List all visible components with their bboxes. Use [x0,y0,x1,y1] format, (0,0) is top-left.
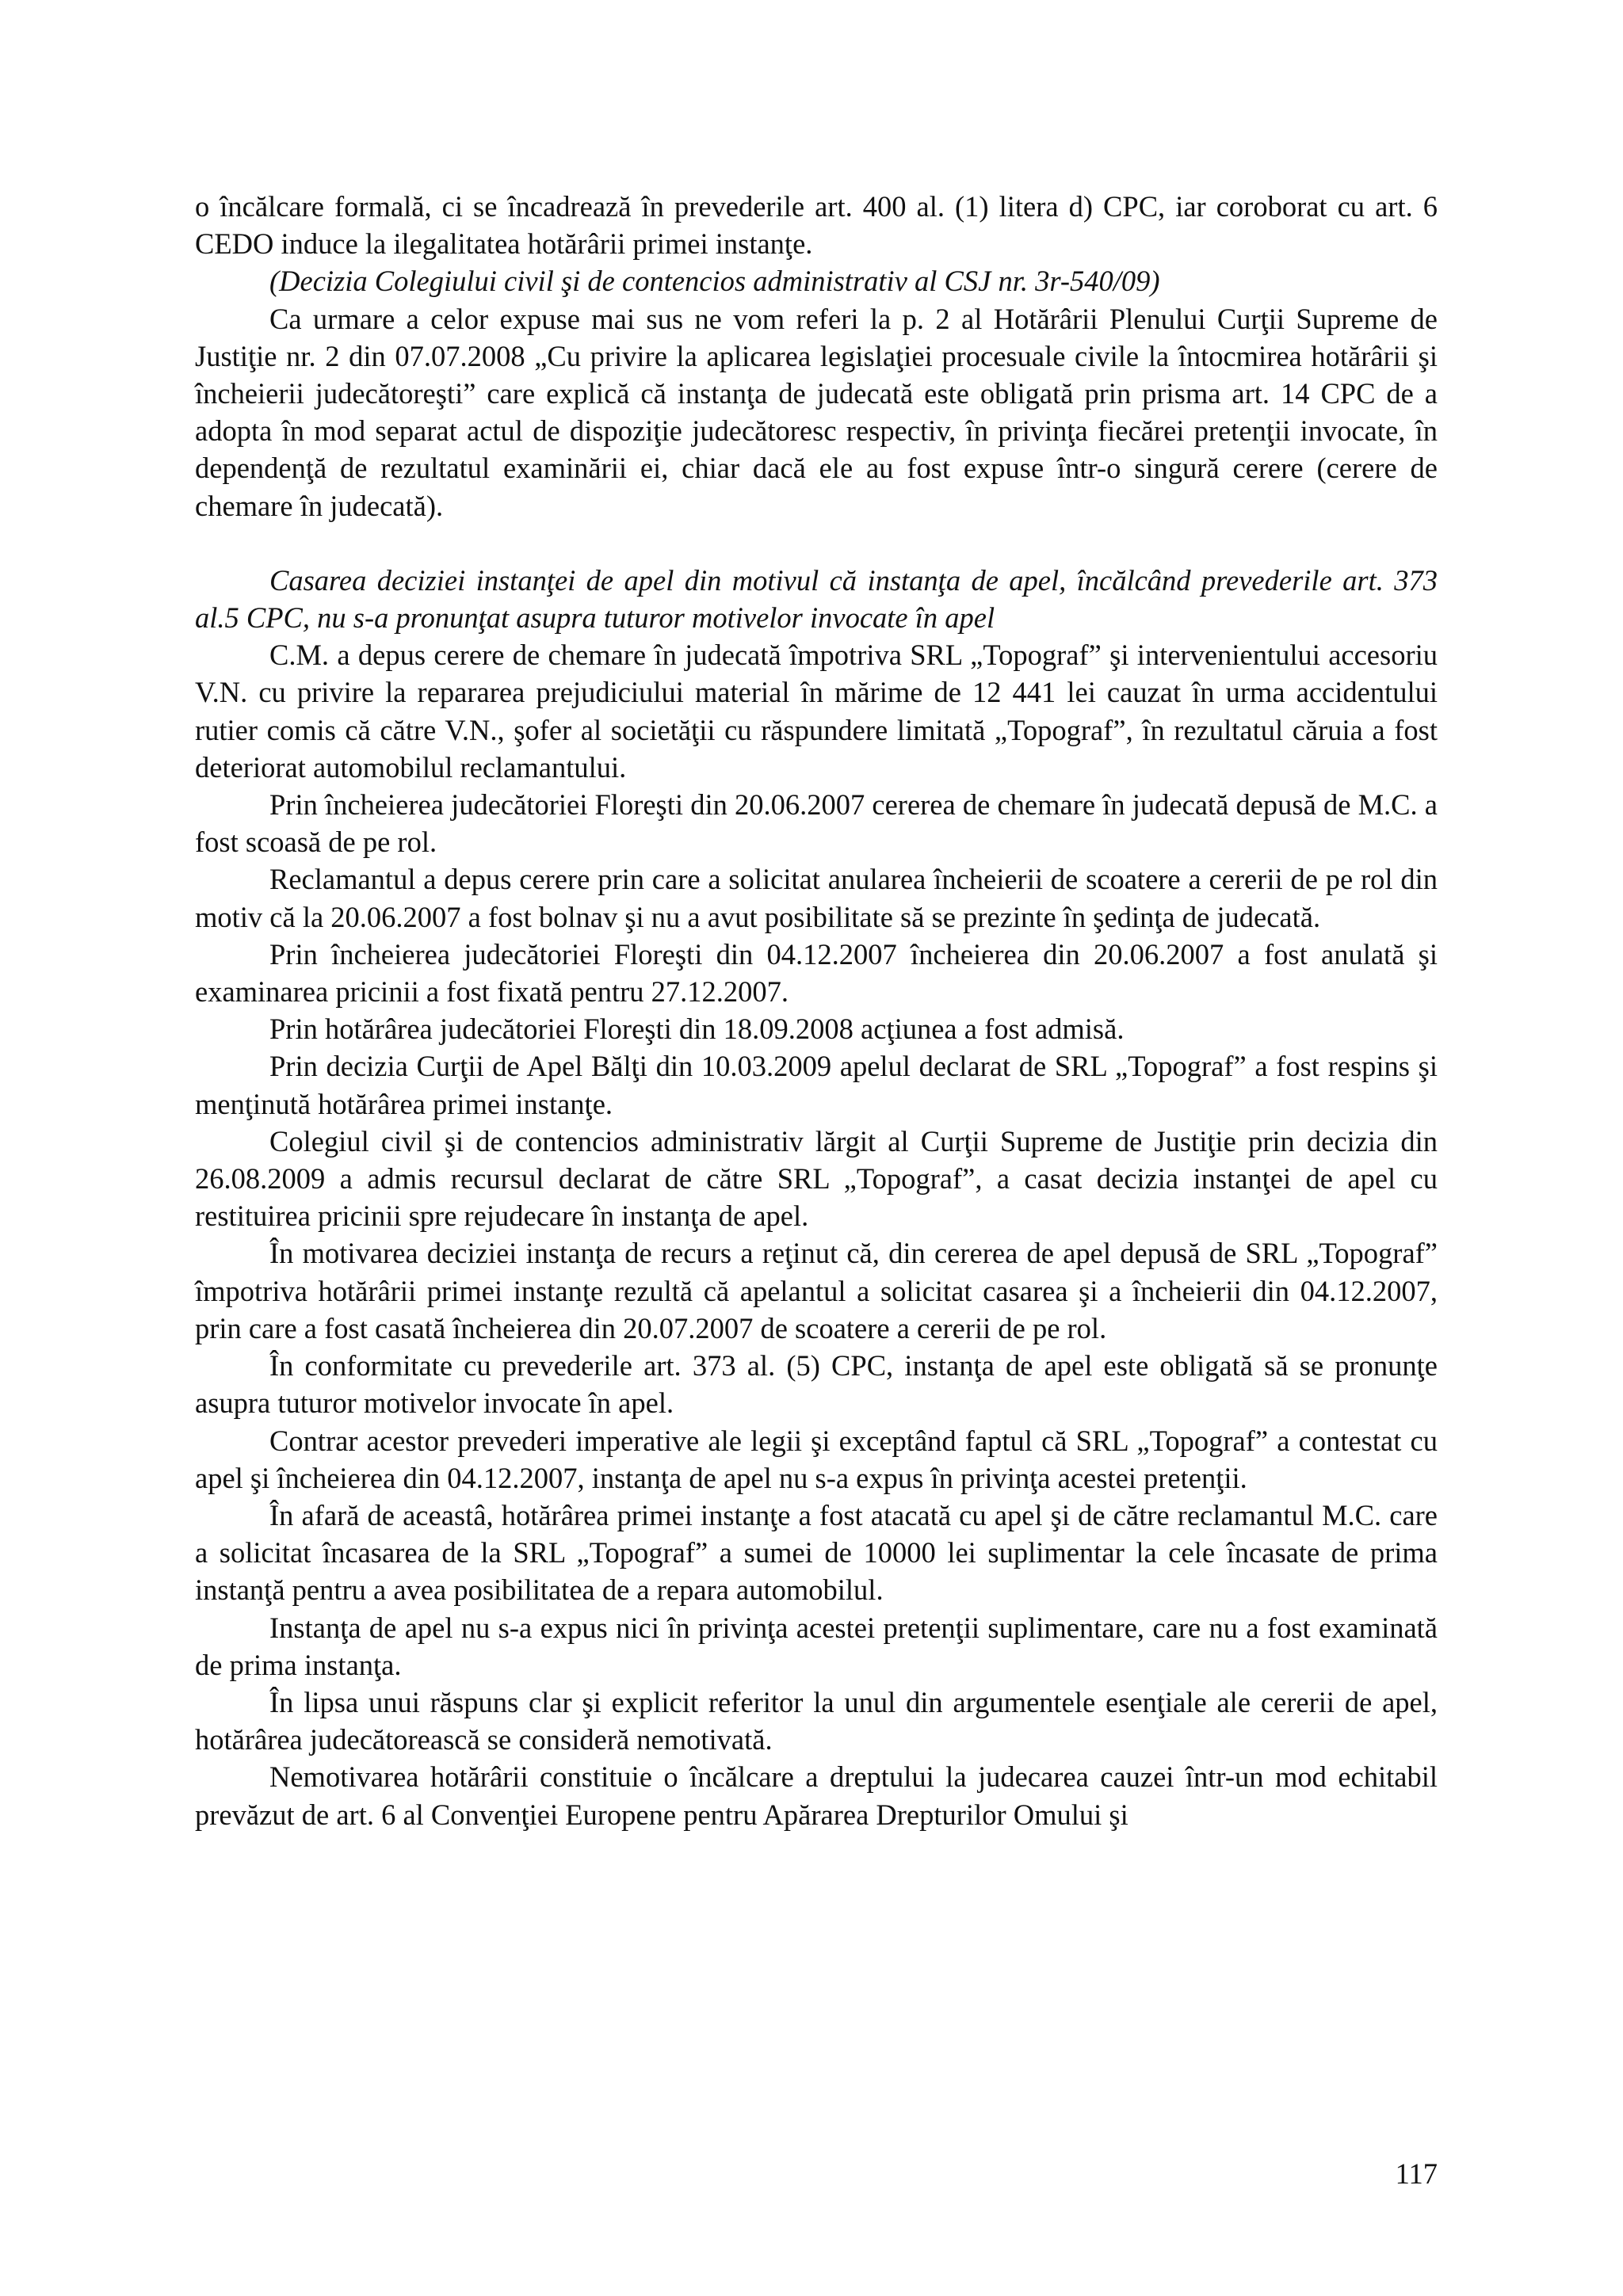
paragraph: În afară de aceastâ, hotărârea primei instanţe a fost atacată cu apel şi de către reclamantul M.C. care a solicitat încasarea de la SRL „Topograf” a sumei de 10000 lei suplimentar la cele încasate de prima instanţă pentru a avea posibilitatea de a repara automobilul. [195,1498,1438,1607]
page-number: 117 [1395,2157,1438,2190]
paragraph: Prin încheierea judecătoriei Floreşti din 20.06.2007 cererea de chemare în judecată depusă de M.C. a fost scoasă de pe rol. [195,788,1438,859]
paragraph: Prin hotărârea judecătoriei Floreşti din 18.09.2008 acţiunea a fost admisă. [269,1013,1125,1046]
paragraph: Prin încheierea judecătoriei Floreşti din 04.12.2007 încheierea din 20.06.2007 a fost anulată şi examinarea pricinii a fost fixată pentru 27.12.2007. [195,937,1438,1009]
paragraph: Reclamantul a depus cerere prin care a solicitat anularea încheierii de scoatere a cererii de pe rol din motiv că la 20.06.2007 a fost bolnav şi nu a avut posibilitate să se prezinte în şedinţa de judecată. [195,863,1438,933]
paragraph: Ca urmare a celor expuse mai sus ne vom referi la p. 2 al Hotărârii Plenului Curţii Supreme de Justiţie nr. 2 din 07.07.2008 „Cu privire la aplicarea legislaţiei procesuale civile la întocmirea hotărârii şi încheierii judecătoreşti” care explică că instanţa de judecată este obligată prin prisma art. 14 CPC de a adopta în mod separat actul de dispoziţie judecătoresc respectiv, în privinţa fiecărei pretenţii invocate, în dependenţă de rezultatul examinării ei, chiar dacă ele au fost expuse într-o singură cerere (cerere de chemare în judecată). [195,302,1438,522]
paragraph-continuation: o încălcare formală, ci se încadrează în prevederile art. 400 al. (1) litera d) CPC, iar coroborat cu art. 6 CEDO induce la ilegalitatea hotărârii primei instanţe. [195,190,1438,261]
decision-citation: (Decizia Colegiului civil şi de contencios administrativ al CSJ nr. 3r-540/09) [269,265,1160,298]
paragraph: În lipsa unui răspuns clar şi explicit referitor la unul din argumentele esenţiale ale cererii de apel, hotărârea judecătorească se consideră nemotivată. [195,1685,1438,1756]
paragraph: Prin decizia Curţii de Apel Bălţi din 10.03.2009 apelul declarat de SRL „Topograf” a fost respins şi menţinută hotărârea primei instanţe. [195,1050,1438,1120]
paragraph: În motivarea deciziei instanţa de recurs a reţinut că, din cererea de apel depusă de SRL „Topograf” împotriva hotărârii primei instanţe rezultă că apelantul a solicitat casarea şi a încheierii din 04.12.2007, prin care a fost casată încheierea din 20.07.2007 de scoatere a cererii de pe rol. [195,1237,1438,1344]
paragraph: Instanţa de apel nu s-a expus nici în privinţa acestei pretenţii suplimentare, care nu a fost examinată de prima instanţa. [195,1611,1438,1681]
paragraph: Colegiul civil şi de contencios administrativ lărgit al Curţii Supreme de Justiţie prin decizia din 26.08.2009 a admis recursul declarat de către SRL „Topograf”, a casat decizia instanţei de apel cu restituirea pricinii spre rejudecare în instanţa de apel. [195,1124,1438,1233]
paragraph: Contrar acestor prevederi imperative ale legii şi exceptând faptul că SRL „Topograf” a contestat cu apel şi încheierea din 04.12.2007, instanţa de apel nu s-a expus în privinţa acestei pretenţii. [195,1424,1438,1494]
paragraph: C.M. a depus cerere de chemare în judecată împotriva SRL „Topograf” şi intervenientului accesoriu V.N. cu privire la repararea prejudiciului material în mărime de 12 441 lei cauzat în urma accidentului rutier comis că către V.N., şofer al societăţii cu răspundere limitată „Topograf”, în rezultatul căruia a fost deteriorat automobilul reclamantului. [195,639,1438,784]
paragraph: Nemotivarea hotărârii constituie o încălcare a dreptului la judecarea cauzei într-un mod echitabil prevăzut de art. 6 al Convenţiei Europene pentru Apărarea Drepturilor Omului şi [195,1760,1438,1831]
paragraph-gap [195,524,1438,562]
section-heading: Casarea deciziei instanţei de apel din motivul că instanţa de apel, încălcând prevederile art. 373 al.5 CPC, nu s-a pronunţat asupra tuturor motivelor invocate în apel [195,563,1438,635]
page-body [195,188,1438,1833]
paragraph: În conformitate cu prevederile art. 373 al. (5) CPC, instanţa de apel este obligată să se pronunţe asupra tuturor motivelor invocate în apel. [195,1349,1438,1420]
